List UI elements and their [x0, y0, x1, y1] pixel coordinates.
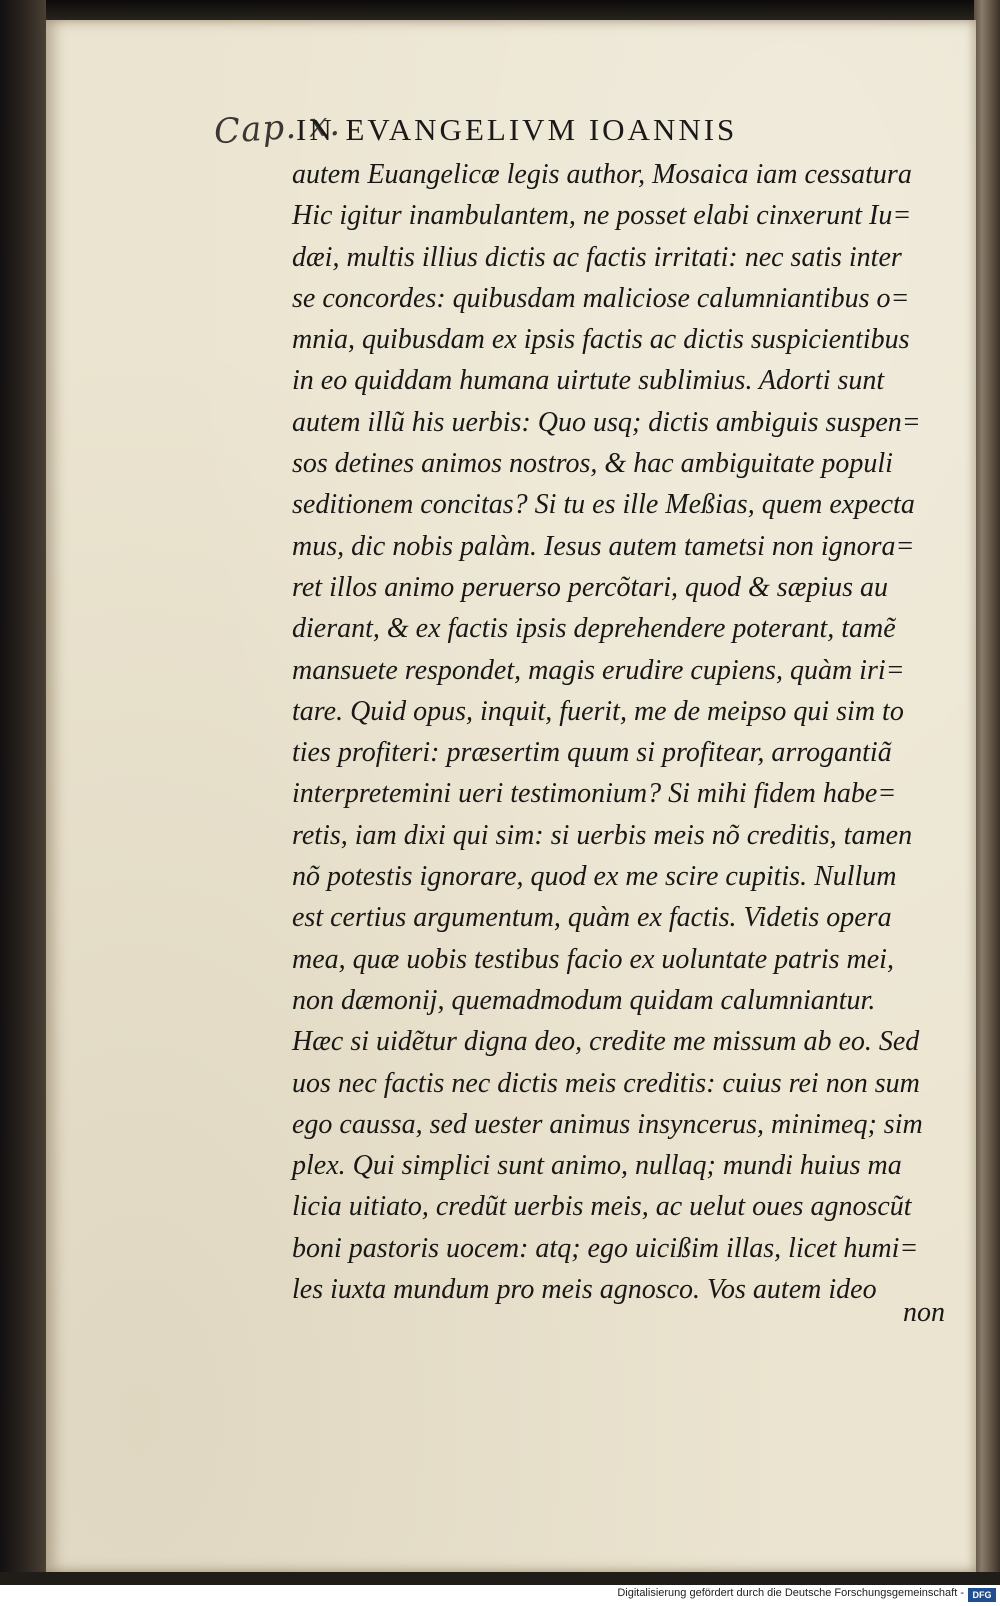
text-line: dierant, & ex factis ipsis deprehendere poterant, tamẽ — [292, 613, 896, 645]
text-line: licia uitiato, credũt uerbis meis, ac uelut oues agnoscũt — [292, 1191, 912, 1223]
book-gutter — [0, 0, 46, 1585]
text-line: Hæc si uidẽtur digna deo, credite me missum ab eo. Sed — [292, 1026, 920, 1058]
text-line: nõ potestis ignorare, quod ex me scire cupitis. Nullum — [292, 861, 897, 893]
text-line: ego caussa, sed uester animus insyncerus, minimeq; sim — [292, 1108, 923, 1140]
text-line: est certius argumentum, quàm ex factis. Videtis opera — [292, 902, 892, 934]
text-line: Hic igitur inambulantem, ne posset elabi cinxerunt Iu= — [292, 200, 912, 232]
text-line: mea, quæ uobis testibus facio ex uoluntate patris mei, — [292, 943, 894, 975]
text-line: autem Euangelicæ legis author, Mosaica iam cessatura — [292, 159, 912, 190]
text-line: tare. Quid opus, inquit, fuerit, me de meipso qui sim to — [292, 695, 904, 727]
page-fore-edge — [974, 0, 1000, 1585]
book-top-edge — [0, 0, 1000, 22]
text-line: plex. Qui simplici sunt animo, nullaq; mundi huius ma — [292, 1150, 902, 1182]
text-line: mus, dic nobis palàm. Iesus autem tametsi non ignora= — [292, 530, 915, 562]
digitization-footer — [0, 1585, 1000, 1606]
text-line: autem illũ his uerbis: Quo usq; dictis ambiguis suspen= — [292, 406, 921, 438]
funding-credit: Digitalisierung gefördert durch die Deutsche Forschungsgemeinschaft - — [617, 1587, 964, 1599]
margin-annotation: Cap. x. — [212, 103, 342, 153]
text-line: in eo quiddam humana uirtute sublimius. Adorti sunt — [292, 365, 885, 397]
text-line: non dæmonij, quemadmodum quidam calumniantur. — [292, 984, 876, 1016]
book-bottom-edge — [0, 1572, 1000, 1585]
body-text — [292, 154, 952, 1310]
text-line: les iuxta mundum pro meis agnosco. Vos autem ideo — [292, 1274, 877, 1306]
text-line: seditionem concitas? Si tu es ille Meßias, quem expecta — [292, 489, 915, 521]
catchword: non — [903, 1297, 945, 1328]
text-line: retis, iam dixi qui sim: si uerbis meis nõ creditis, tamen — [292, 819, 913, 851]
text-line: sos detines animos nostros, & hac ambiguitate populi — [292, 448, 893, 480]
running-head: IN EVANGELIVM IOANNIS — [296, 112, 738, 147]
text-line: ties profiteri: præsertim quum si profitear, arrogantiã — [292, 737, 892, 769]
text-line: ret illos animo peruerso percõtari, quod & sæpius au — [292, 571, 889, 603]
text-line: se concordes: quibusdam maliciose calumniantibus o= — [292, 282, 910, 314]
text-line: mnia, quibusdam ex ipsis factis ac dictis suspicientibus — [292, 324, 910, 356]
dfg-logo-icon: DFG — [968, 1588, 996, 1602]
text-line: boni pastoris uocem: atq; ego uicißim illas, licet humi= — [292, 1232, 919, 1264]
text-line: interpretemini ueri testimonium? Si mihi fidem habe= — [292, 778, 897, 810]
text-line: dæi, multis illius dictis ac factis irritati: nec satis inter — [292, 241, 902, 273]
text-line: uos nec factis nec dictis meis creditis: cuius rei non sum — [292, 1067, 920, 1099]
text-line: mansuete respondet, magis erudire cupiens, quàm iri= — [292, 654, 905, 686]
